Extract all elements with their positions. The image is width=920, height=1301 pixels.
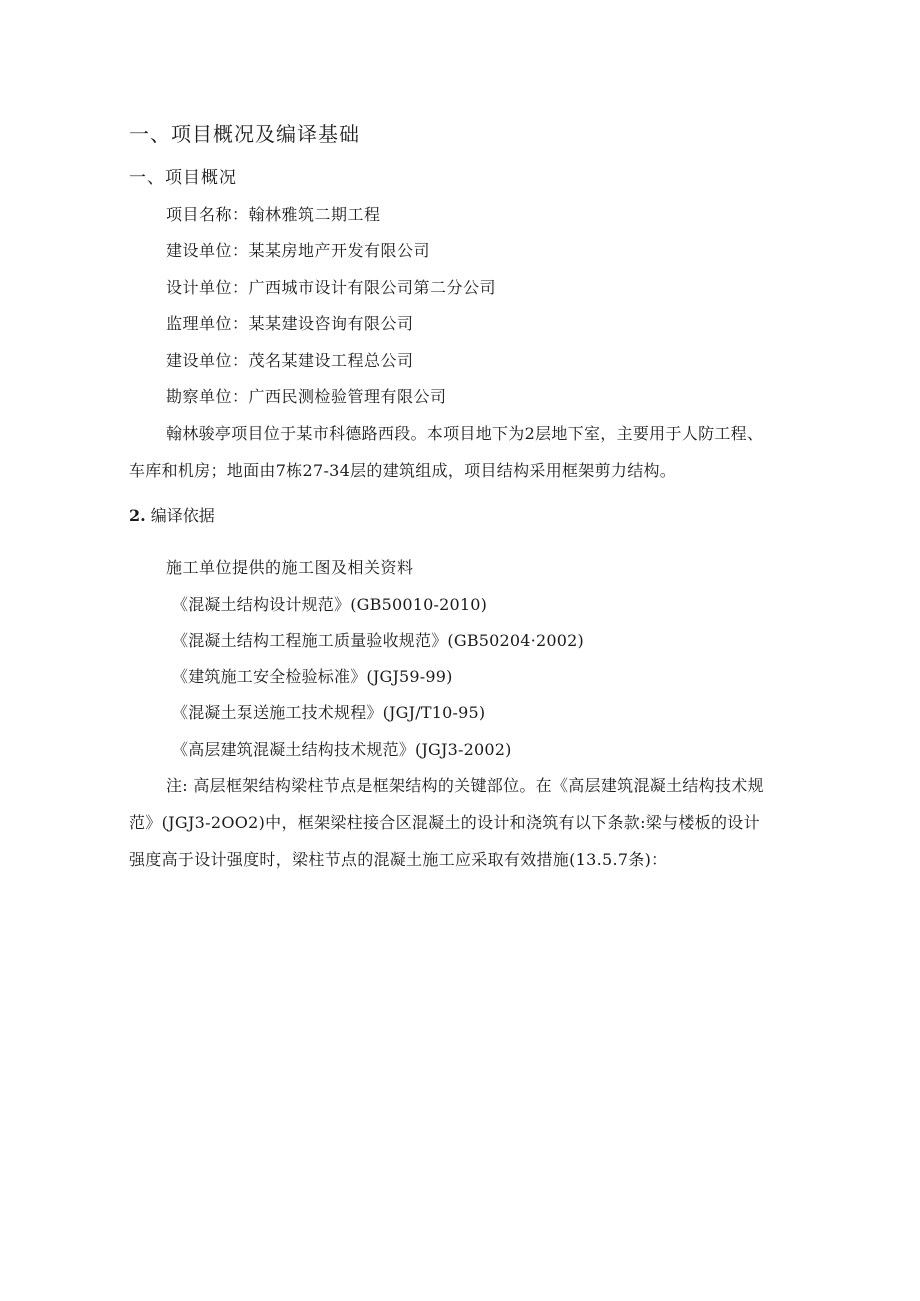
note-line-3: 强度高于设计强度时，梁柱节点的混凝土施工应采取有效措施(13.5.7条)： (129, 850, 668, 869)
construction-unit: 建设单位：某某房地产开发有限公司 (166, 241, 431, 260)
supervision-unit: 监理单位：某某建设咨询有限公司 (166, 314, 414, 333)
reference-item: 《混凝土泵送施工技术规程》(JGJ/T10-95) (172, 703, 486, 722)
note-line-2: 范》(JGJ3-2OO2)中，框架梁柱接合区混凝土的设计和浇筑有以下条款:梁与楼板的设计 (129, 813, 760, 832)
description-line-2: 车库和机房；地面由7栋27-34层的建筑组成，项目结构采用框架剪力结构。 (129, 461, 677, 480)
project-name: 项目名称：翰林雅筑二期工程 (166, 205, 381, 224)
reference-item: 《混凝土结构工程施工质量验收规范》(GB50204·2002) (172, 631, 584, 650)
basis-intro: 施工单位提供的施工图及相关资料 (166, 558, 414, 577)
page-heading: 一、项目概况及编译基础 (129, 122, 360, 146)
description-line-1: 翰林骏亭项目位于某市科德路西段。本项目地下为2层地下室，主要用于人防工程、 (166, 424, 764, 443)
reference-item: 《混凝土结构设计规范》(GB50010-2010) (172, 595, 488, 614)
survey-unit: 勘察单位：广西民测检验管理有限公司 (166, 387, 447, 406)
reference-item: 《建筑施工安全检验标准》(JGJ59-99) (172, 667, 453, 686)
section1-title: 一、项目概况 (129, 168, 237, 188)
section2-title (129, 506, 215, 526)
section2-number: 2. (129, 506, 146, 525)
note-line-1: 注: 高层框架结构梁柱节点是框架结构的关键部位。在《高层建筑混凝土结构技术规 (166, 776, 764, 795)
design-unit: 设计单位：广西城市设计有限公司第二分公司 (166, 278, 497, 297)
construction-unit-2: 建设单位：茂名某建设工程总公司 (166, 351, 414, 370)
section2-title-text: 编译依据 (150, 506, 215, 525)
reference-item: 《高层建筑混凝土结构技术规范》(JGJ3-2002) (172, 740, 512, 759)
